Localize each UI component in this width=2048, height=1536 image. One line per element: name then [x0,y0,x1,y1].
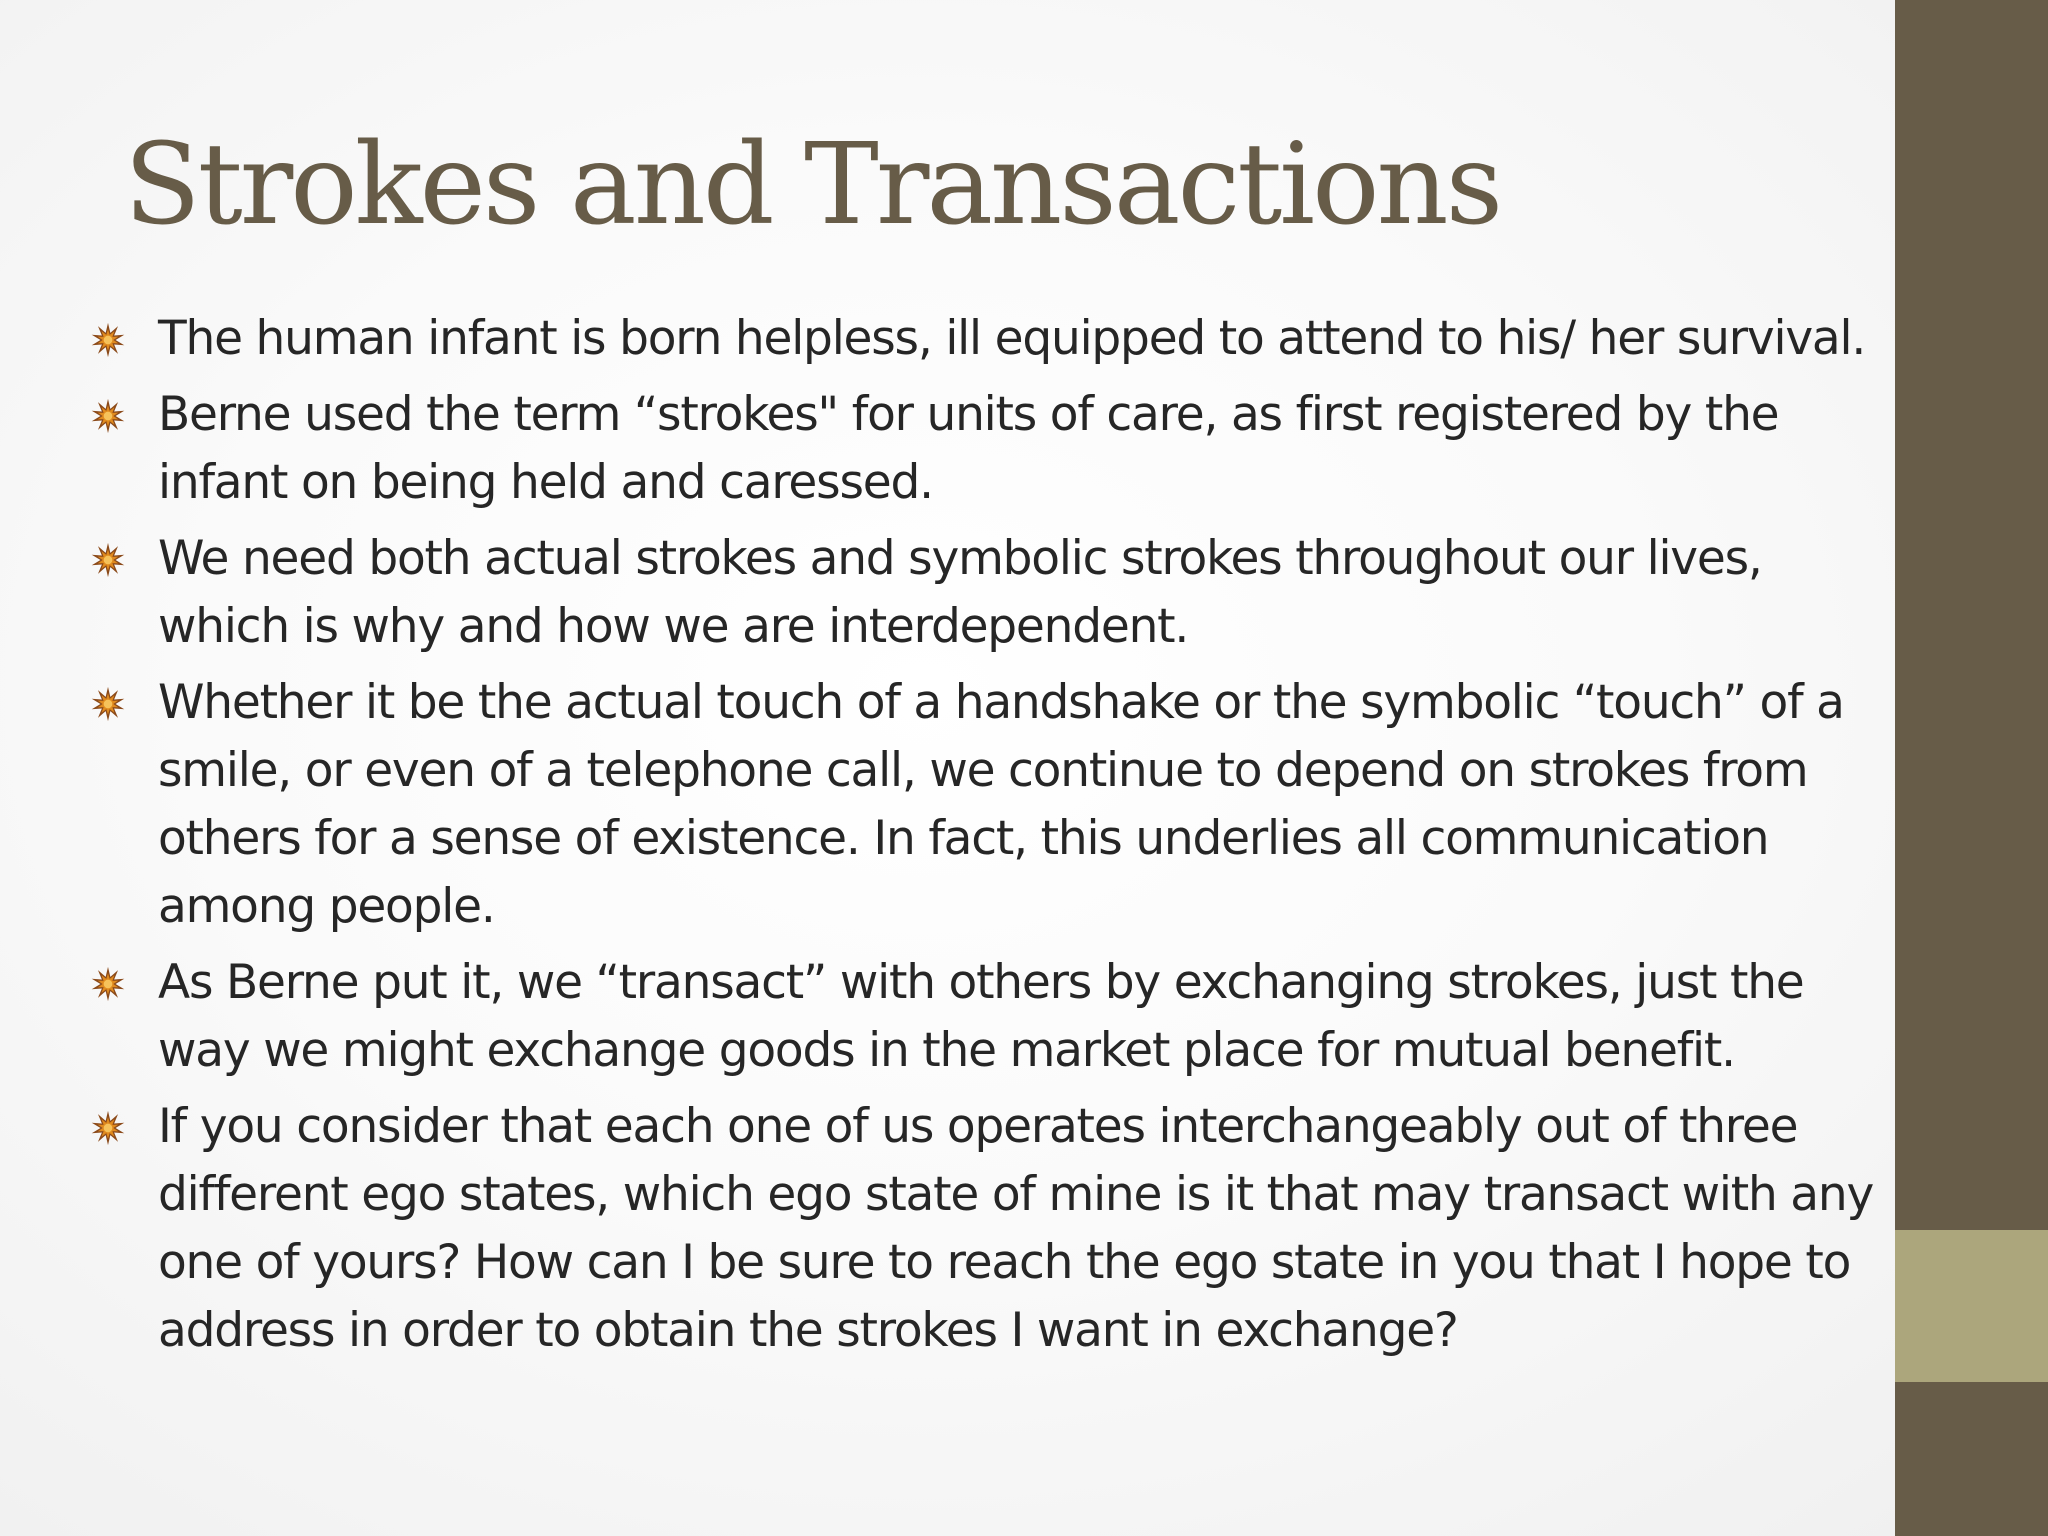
bullet-item [88,381,1878,517]
bullet-item [88,1093,1878,1365]
bullet-text: Whether it be the actual touch of a handshake or the symbolic “touch” of a smile, or even of a telephone call, we continue to depend on strokes from others for a sense of existence. In fact, this underlies all communication among people. [158,675,1844,934]
bullet-text: The human infant is born helpless, ill equipped to attend to his/ her survival. [158,311,1866,366]
starburst-bullet-icon [90,1110,126,1146]
bullet-item [88,669,1878,941]
starburst-bullet-icon [90,542,126,578]
starburst-bullet-icon [90,398,126,434]
bullet-text: If you consider that each one of us operates interchangeably out of three different ego states, which ego state of mine is it that may transact with any one of yours? How can I be sure to reach the ego state in you that I hope to address in order to obtain the strokes I want in exchange? [158,1099,1874,1358]
bullet-item [88,305,1878,373]
starburst-bullet-icon [90,322,126,358]
bullet-list [88,305,1878,1373]
bullet-text: We need both actual strokes and symbolic strokes throughout our lives, which is why and how we are interdependent. [158,531,1762,654]
slide-title: Strokes and Transactions [124,120,1501,250]
bullet-text: Berne used the term “strokes" for units of care, as first registered by the infant on being held and caressed. [158,387,1779,510]
starburst-bullet-icon [90,686,126,722]
bullet-text: As Berne put it, we “transact” with others by exchanging strokes, just the way we might exchange goods in the market place for mutual benefit. [158,955,1804,1078]
side-accent-block [1895,1230,2048,1382]
bullet-item [88,525,1878,661]
starburst-bullet-icon [90,966,126,1002]
bullet-item [88,949,1878,1085]
